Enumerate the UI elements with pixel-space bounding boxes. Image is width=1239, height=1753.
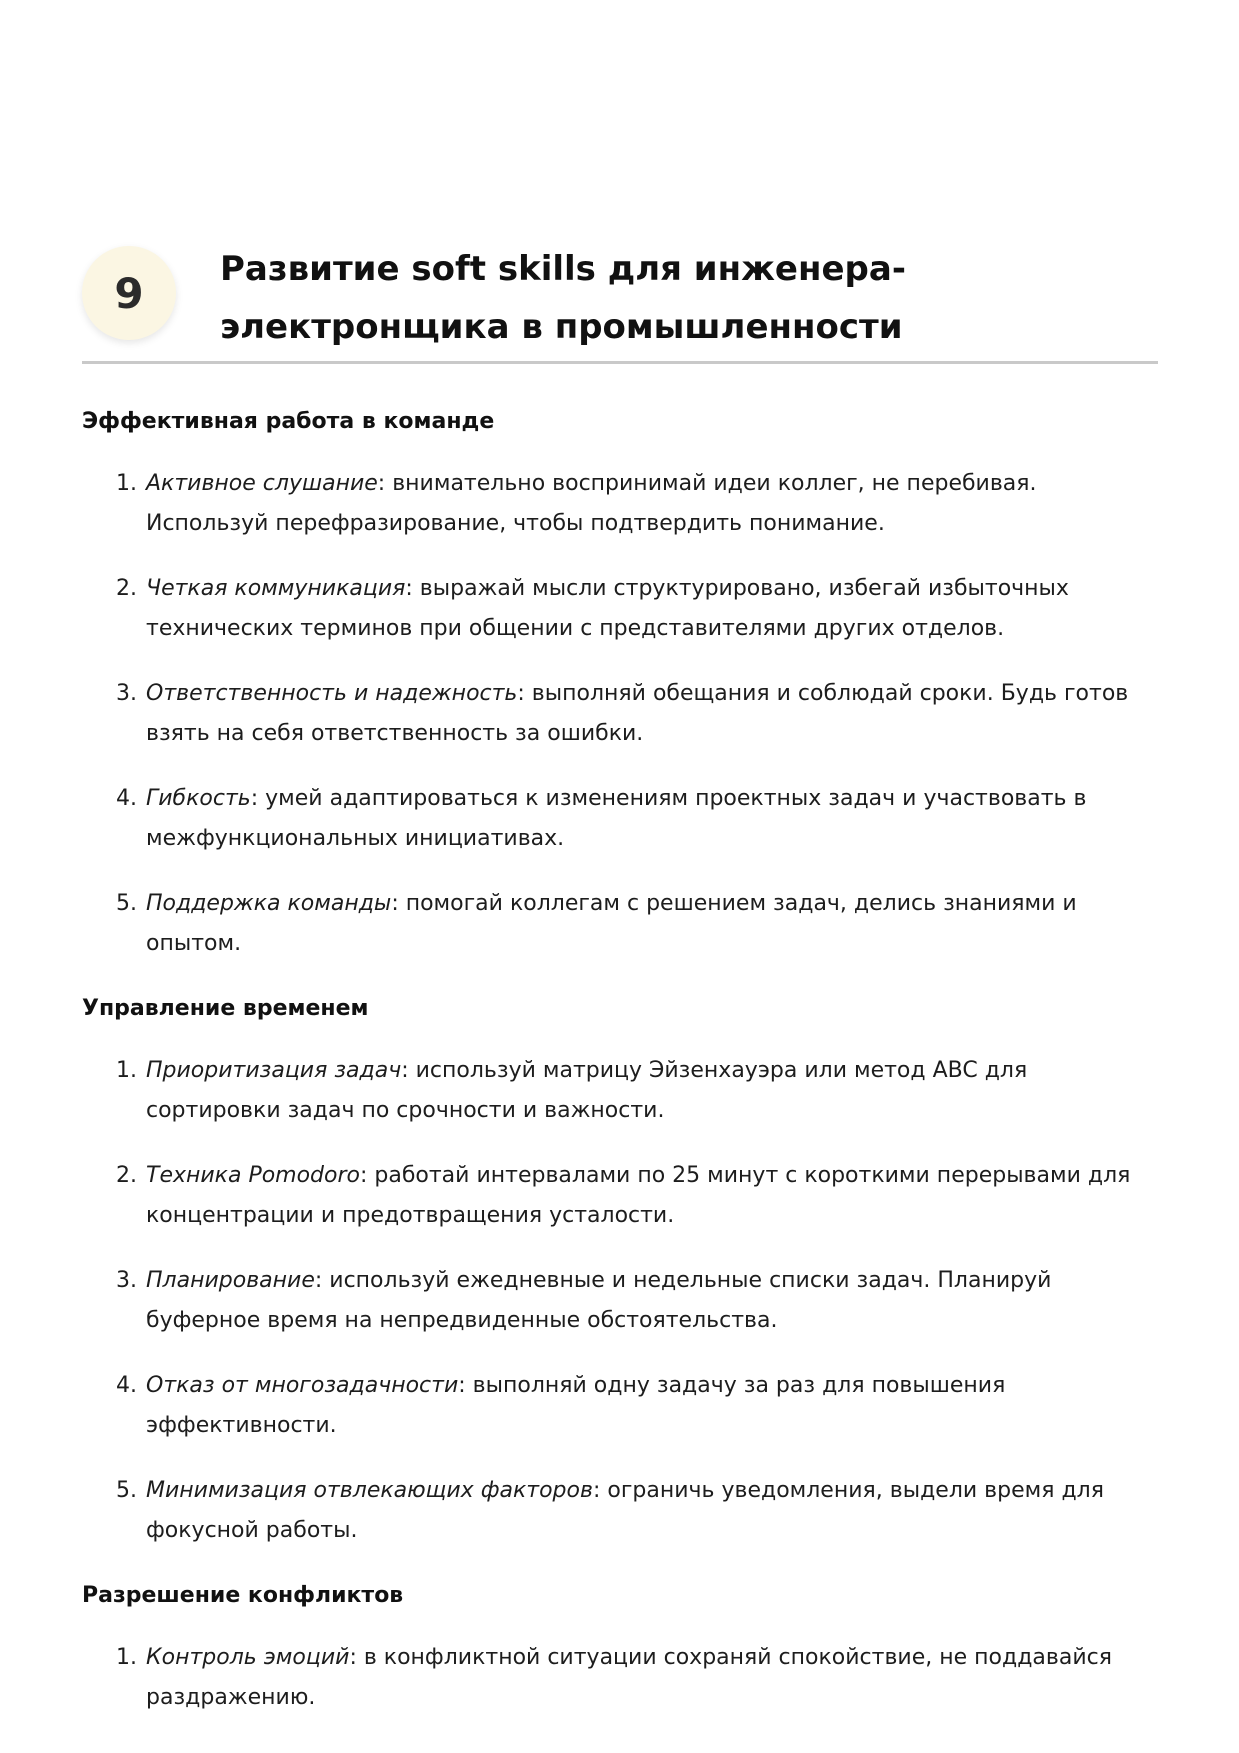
numbered-list bbox=[82, 1638, 1158, 1718]
list-item bbox=[82, 1051, 1158, 1131]
list-item bbox=[82, 569, 1158, 649]
chapter-content bbox=[82, 402, 1158, 1743]
item-text: : выполняй обещания и соблюдай сроки. Будь готов взять на себя ответственность за ошибки. bbox=[146, 681, 1129, 746]
item-text: : внимательно воспринимай идеи коллег, не перебивая. Используй перефразирование, чтобы подтвердить понимание. bbox=[146, 471, 1037, 536]
chapter-number-badge: 9 bbox=[82, 246, 176, 340]
list-item bbox=[82, 1638, 1158, 1718]
list-item bbox=[82, 884, 1158, 964]
item-text: : умей адаптироваться к изменениям проектных задач и участвовать в межфункциональных инициативах. bbox=[146, 786, 1087, 851]
item-term: Минимизация отвлекающих факторов bbox=[146, 1478, 593, 1503]
item-term: Поддержка команды bbox=[146, 891, 392, 916]
item-text: : ограничь уведомления, выдели время для фокусной работы. bbox=[146, 1478, 1104, 1543]
item-text: : в конфликтной ситуации сохраняй спокойствие, не поддавайся раздражению. bbox=[146, 1645, 1112, 1710]
section-heading: Управление временем bbox=[82, 996, 369, 1021]
item-number: 2. bbox=[116, 1163, 137, 1188]
section-heading: Эффективная работа в команде bbox=[82, 409, 495, 434]
item-term: Четкая коммуникация bbox=[146, 576, 406, 601]
item-term: Отказ от многозадачности bbox=[146, 1373, 459, 1398]
item-number: 1. bbox=[116, 1058, 137, 1083]
list-item bbox=[82, 779, 1158, 859]
list-item bbox=[82, 1261, 1158, 1341]
item-text: : выражай мысли структурировано, избегай избыточных технических терминов при общении с представителями других отделов. bbox=[146, 576, 1069, 641]
item-number: 3. bbox=[116, 681, 137, 706]
item-number: 3. bbox=[116, 1268, 137, 1293]
item-text: : используй матрицу Эйзенхауэра или метод ABC для сортировки задач по срочности и важности. bbox=[146, 1058, 1028, 1123]
list-item bbox=[82, 1366, 1158, 1446]
list-item bbox=[82, 1471, 1158, 1551]
chapter-header bbox=[82, 232, 1158, 364]
item-number: 4. bbox=[116, 786, 137, 811]
item-number: 5. bbox=[116, 1478, 137, 1503]
item-term: Планирование bbox=[146, 1268, 315, 1293]
numbered-list bbox=[82, 1051, 1158, 1551]
chapter-title: Развитие soft skills для инженера-электронщика в промышленности bbox=[220, 249, 906, 347]
numbered-list bbox=[82, 464, 1158, 964]
item-term: Ответственность и надежность bbox=[146, 681, 518, 706]
section-heading: Разрешение конфликтов bbox=[82, 1583, 404, 1608]
item-text: : помогай коллегам с решением задач, делись знаниями и опытом. bbox=[146, 891, 1077, 956]
item-text: : выполняй одну задачу за раз для повышения эффективности. bbox=[146, 1373, 1006, 1438]
item-text: : работай интервалами по 25 минут с короткими перерывами для концентрации и предотвращения усталости. bbox=[146, 1163, 1131, 1228]
item-term: Гибкость bbox=[146, 786, 251, 811]
list-item bbox=[82, 674, 1158, 754]
item-number: 2. bbox=[116, 576, 137, 601]
item-number: 4. bbox=[116, 1373, 137, 1398]
item-term: Приоритизация задач bbox=[146, 1058, 402, 1083]
list-item bbox=[82, 1156, 1158, 1236]
item-term: Активное слушание bbox=[146, 471, 378, 496]
item-text: : используй ежедневные и недельные списки задач. Планируй буферное время на непредвиденные обстоятельства. bbox=[146, 1268, 1052, 1333]
item-term: Техника Pomodoro bbox=[146, 1163, 360, 1188]
item-number: 1. bbox=[116, 1645, 137, 1670]
item-number: 5. bbox=[116, 891, 137, 916]
list-item bbox=[82, 464, 1158, 544]
item-term: Контроль эмоций bbox=[146, 1645, 350, 1670]
item-number: 1. bbox=[116, 471, 137, 496]
